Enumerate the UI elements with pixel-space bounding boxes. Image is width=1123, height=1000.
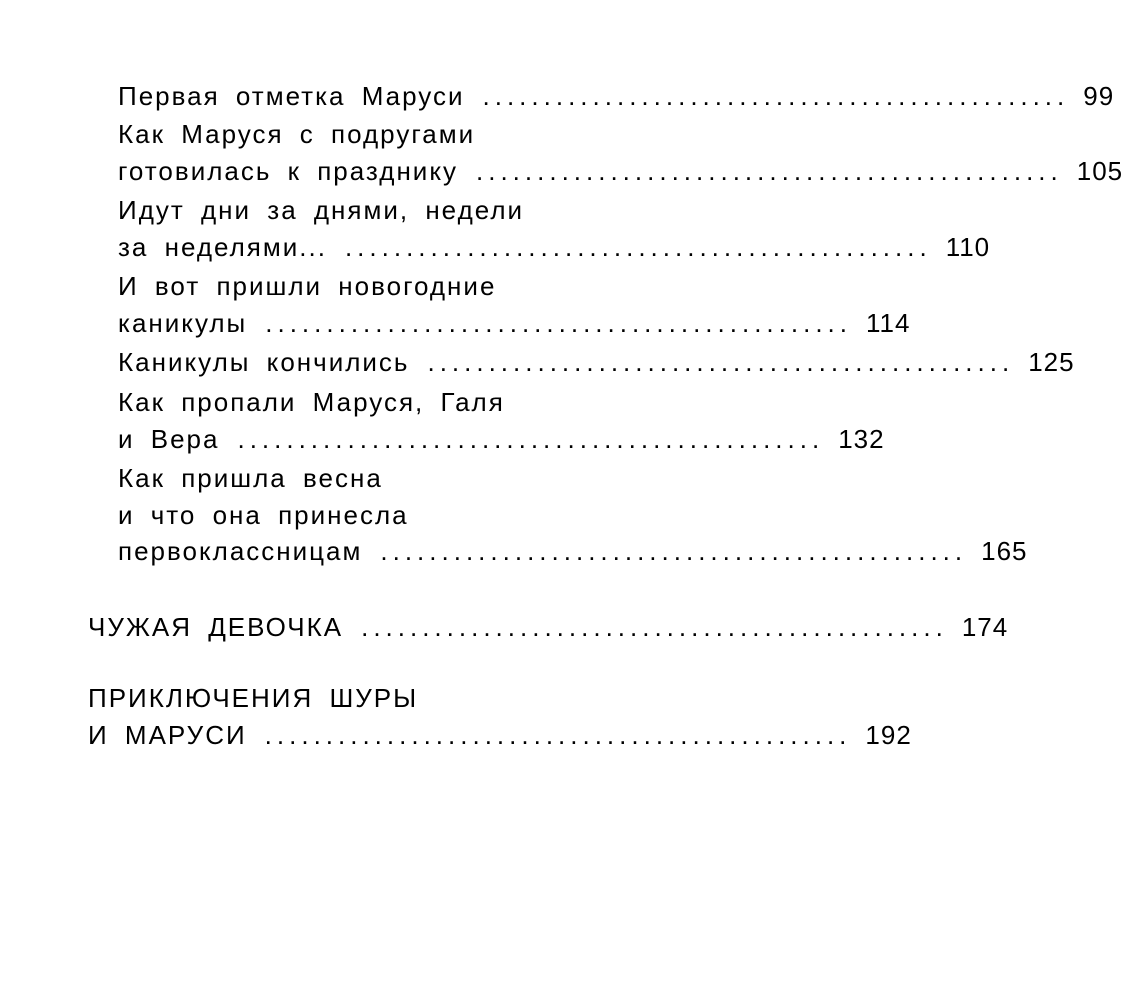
toc-entry bbox=[118, 344, 1075, 380]
toc-page-number: 165 bbox=[981, 536, 1028, 566]
toc-entry-title: Первая отметка Маруси bbox=[118, 81, 465, 111]
toc-entry-title: каникулы bbox=[118, 308, 248, 338]
toc-section-entry bbox=[88, 717, 912, 753]
toc-entry-title: Каникулы кончились bbox=[118, 347, 410, 377]
dot-leader: ................................................ bbox=[237, 424, 825, 454]
toc-entry-title: готовилась к празднику bbox=[118, 156, 458, 186]
toc-entry-title: и что она принесла bbox=[118, 500, 409, 530]
dot-leader: ................................................ bbox=[476, 156, 1063, 186]
toc-page-number: 105 bbox=[1076, 156, 1123, 186]
toc-page-number: 99 bbox=[1083, 81, 1115, 111]
toc-section-title: ЧУЖАЯ ДЕВОЧКА bbox=[88, 612, 344, 642]
toc-section-entry bbox=[88, 609, 1009, 645]
toc-section-title: ПРИКЛЮЧЕНИЯ ШУРЫ bbox=[88, 683, 419, 713]
toc-entry-title: и Вера bbox=[118, 424, 220, 454]
toc-entry-title: И вот пришли новогодние bbox=[118, 271, 497, 301]
toc-section-title: И МАРУСИ bbox=[88, 720, 247, 750]
dot-leader: ................................................ bbox=[361, 612, 948, 642]
toc-entry-title: Идут дни за днями, недели bbox=[118, 195, 525, 225]
toc-entry bbox=[118, 305, 911, 341]
toc-page-number: 110 bbox=[945, 232, 991, 262]
dot-leader: ................................................ bbox=[265, 308, 852, 338]
dot-leader: ................................................ bbox=[482, 81, 1070, 111]
toc-entry bbox=[118, 229, 991, 265]
toc-entry bbox=[118, 533, 1028, 569]
toc-entry-title: Как пропали Маруся, Галя bbox=[118, 387, 505, 417]
toc-entry bbox=[118, 421, 885, 457]
toc-entry bbox=[118, 153, 1123, 189]
toc-entry-title: за неделями... bbox=[118, 232, 327, 262]
toc-page-number: 125 bbox=[1028, 347, 1075, 377]
toc-entry bbox=[118, 78, 1115, 114]
toc-entry-title: Как пришла весна bbox=[118, 463, 383, 493]
dot-leader: ................................................ bbox=[427, 347, 1015, 377]
toc-page-number: 132 bbox=[838, 424, 885, 454]
dot-leader: ................................................ bbox=[264, 720, 852, 750]
dot-leader: ................................................ bbox=[380, 536, 968, 566]
toc-page-number: 174 bbox=[961, 612, 1009, 642]
dot-leader: ................................................ bbox=[344, 232, 932, 262]
toc-entry-title: Как Маруся с подругами bbox=[118, 119, 476, 149]
toc-entry-title: первоклассницам bbox=[118, 536, 363, 566]
toc-page-number: 114 bbox=[865, 308, 911, 338]
toc-page-number: 192 bbox=[865, 720, 912, 750]
